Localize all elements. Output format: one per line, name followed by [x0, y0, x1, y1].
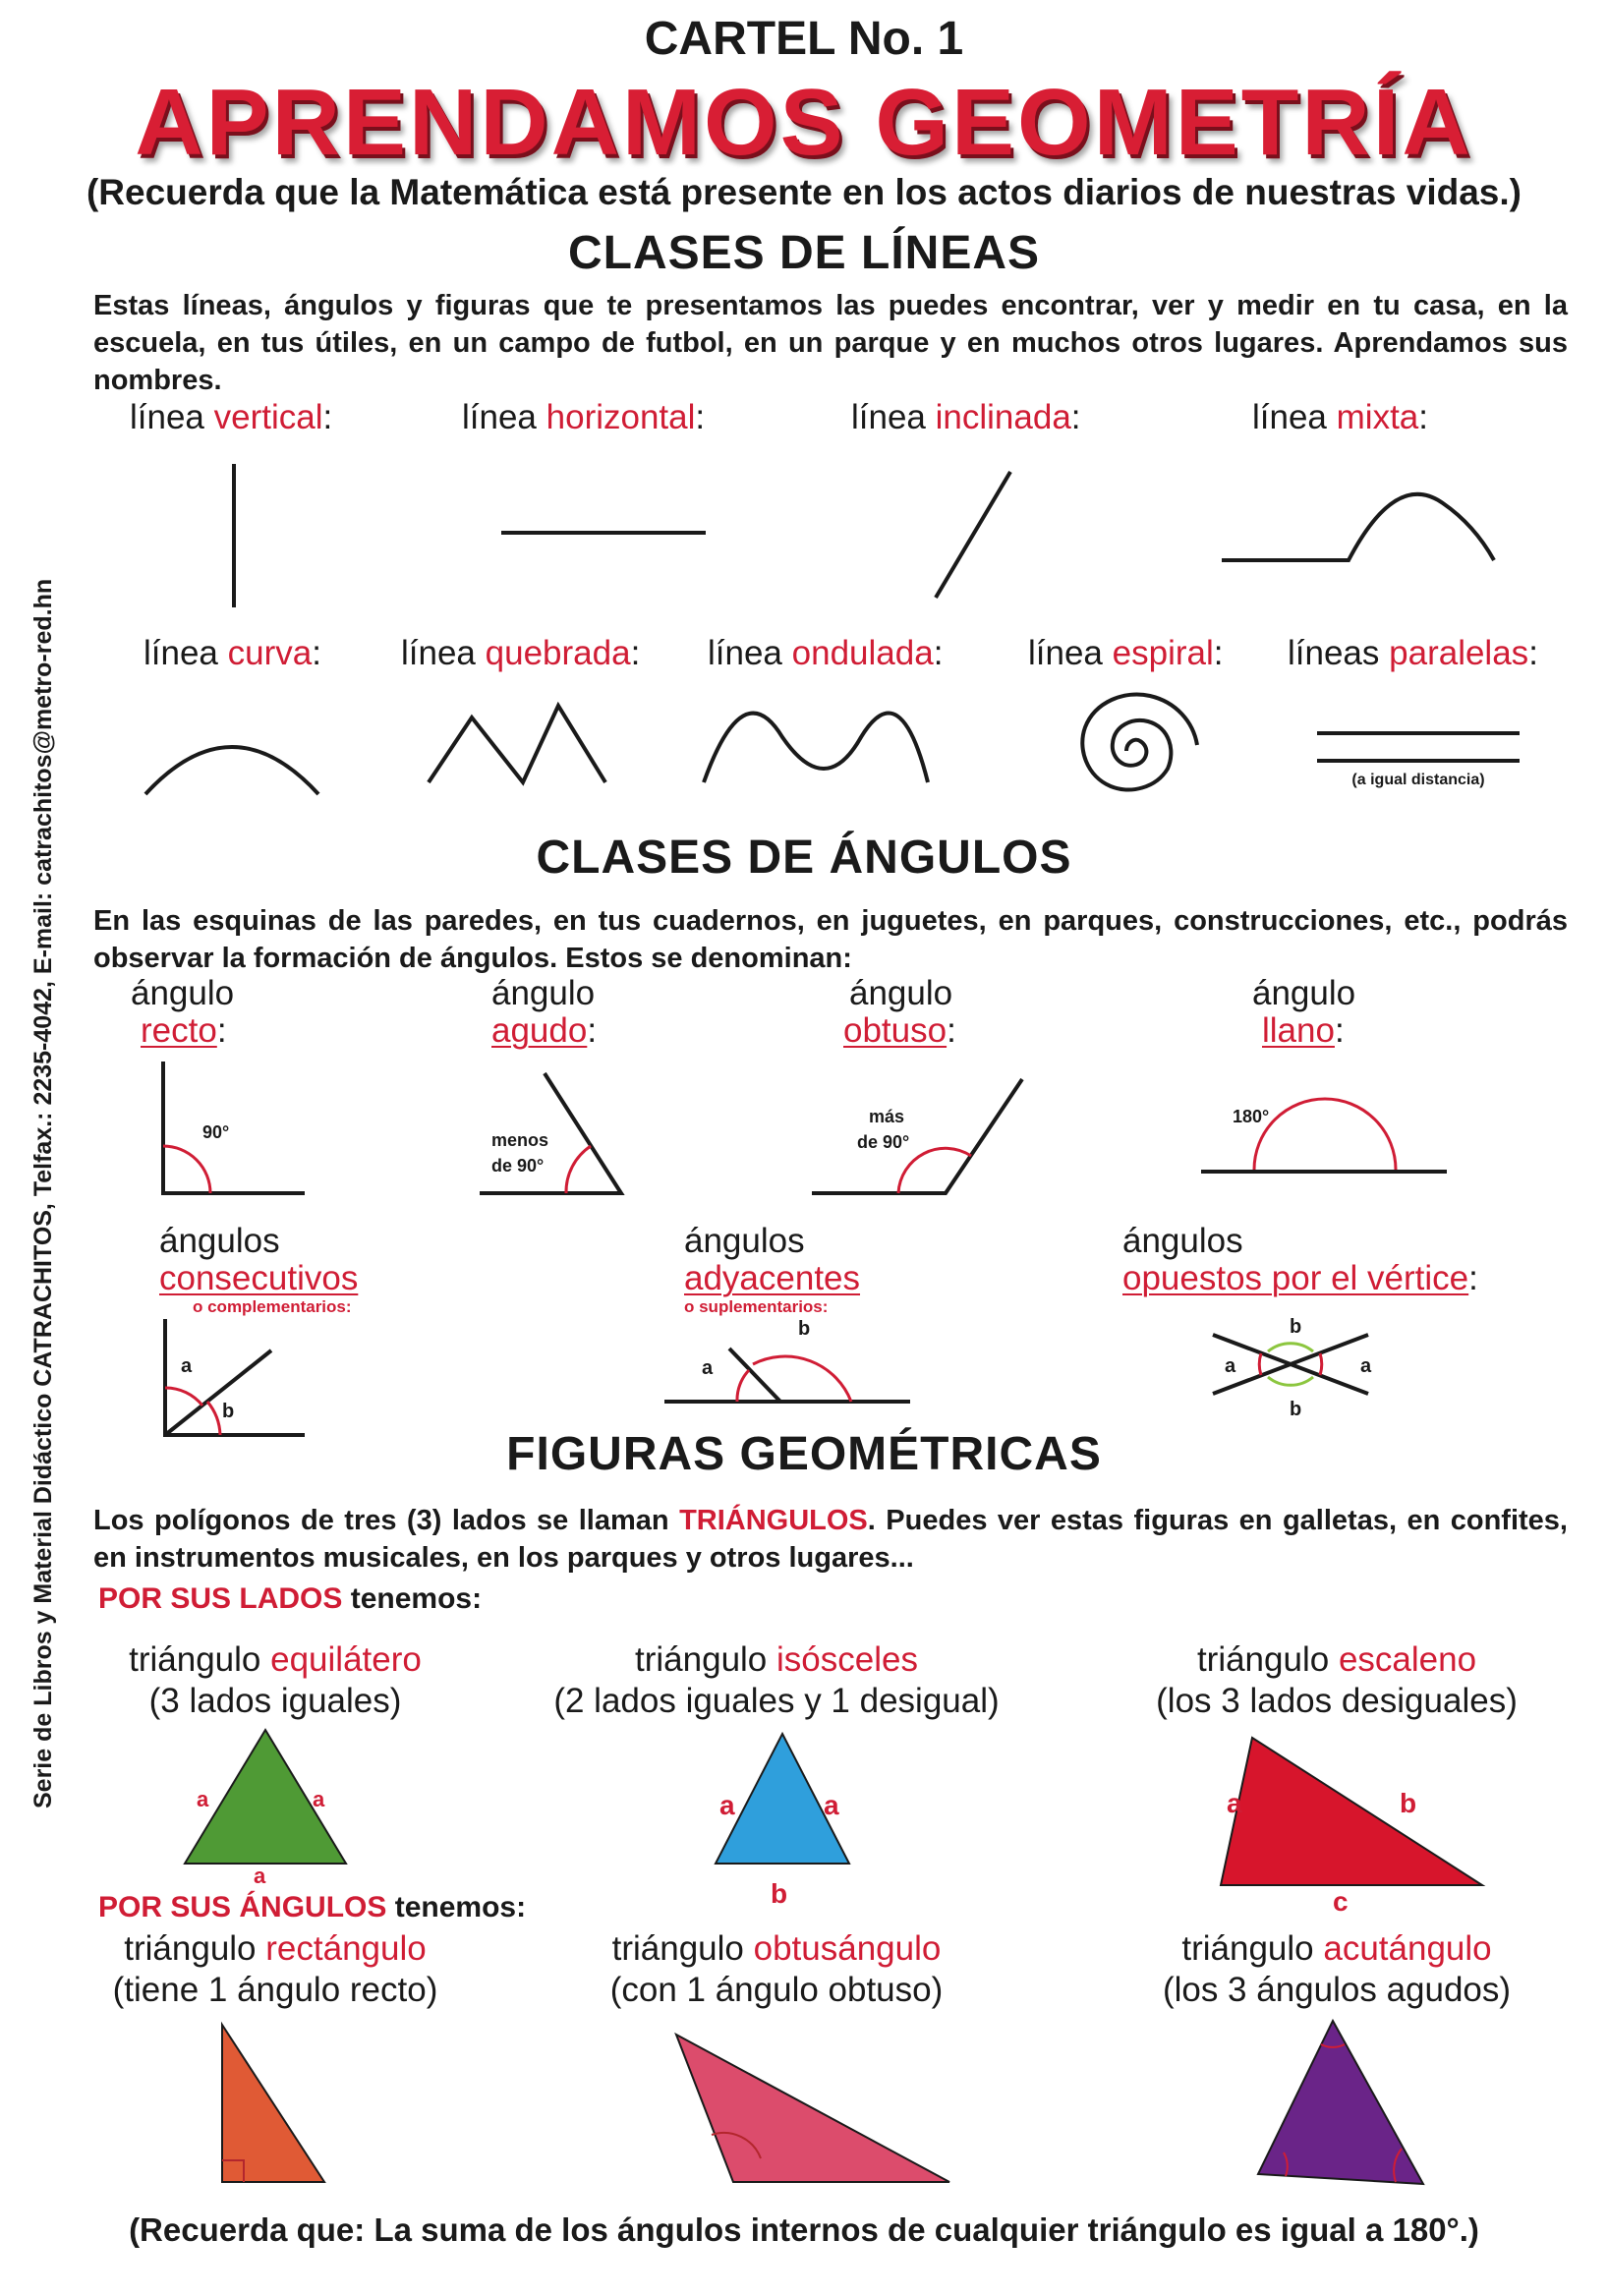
- right-angle-note: 90°: [202, 1122, 230, 1142]
- spiral-line-drawing: [1082, 694, 1197, 789]
- tri-label-equilatero: triángulo equilátero (3 lados iguales): [129, 1640, 422, 1720]
- lines-section-title: CLASES DE LÍNEAS: [567, 227, 1041, 279]
- straight-angle-note: 180°: [1233, 1107, 1270, 1126]
- pair-sub-consecutivos: o complementarios:: [193, 1297, 352, 1316]
- pair-label-consecutivos: ángulos consecutivos: [159, 1222, 359, 1297]
- footer-reminder: (Recuerda que: La suma de los ángulos internos de cualquier triángulo es igual a 180°.): [129, 2211, 1479, 2248]
- line-label-curva: línea curva:: [144, 634, 321, 672]
- obtuse-angle-drawing: [812, 1079, 1022, 1193]
- tri-label-rectangulo: triángulo rectángulo (tiene 1 ángulo recto): [112, 1929, 438, 2009]
- obtuse-angle-note-1: más: [869, 1107, 905, 1126]
- subtitle: (Recuerda que la Matemática está presente en los actos diarios de nuestras vidas.): [86, 172, 1522, 212]
- poster-number: CARTEL No. 1: [644, 13, 964, 65]
- by-sides-heading: POR SUS LADOS tenemos:: [98, 1582, 483, 1615]
- opposite-arc-b-top: [1268, 1344, 1313, 1351]
- tri-label-acutangulo: triángulo acutángulo (los 3 ángulos agudos): [1162, 1929, 1512, 2009]
- adjacent-arc-a: [737, 1370, 749, 1402]
- angle-label-agudo: ángulo agudo:: [491, 974, 598, 1050]
- acute-angle-arc: [566, 1146, 591, 1193]
- angle-label-recto: ángulo recto:: [131, 974, 235, 1050]
- opposite-label-b-bottom: b: [1290, 1399, 1302, 1420]
- opposite-label-a-right: a: [1360, 1355, 1372, 1377]
- scalene-triangle: [1221, 1738, 1482, 1885]
- lines-intro: Estas líneas, ángulos y figuras que te presentamos las puedes encontrar, ver y medir en tu casa, en la escuela, en tus útiles, en un campo de futbol, en un parque y en muchos otros lugares. Aprendamos sus nombres.: [93, 290, 1568, 396]
- right-angle-arc: [163, 1146, 210, 1193]
- line-label-paralelas: líneas paralelas:: [1288, 634, 1538, 672]
- curved-line-drawing: [145, 747, 318, 794]
- straight-angle-arc: [1254, 1099, 1396, 1170]
- tri-label-isosceles: triángulo isósceles (2 lados iguales y 1 desigual): [553, 1640, 1000, 1720]
- triangles-by-angles: [0, 2015, 1608, 2202]
- publisher-side-text: Serie de Libros y Material Didáctico CATRACHITOS, Telfax.: 2235-4042, E-mail: catrachitos@metro-red.hn: [29, 578, 57, 1808]
- figures-intro: Los polígonos de tres (3) lados se llaman TRIÁNGULOS. Puedes ver estas figuras en galletas, en confites, en instrumentos musicales, en los parques y otros lugares...: [93, 1505, 1568, 1574]
- equilateral-label-right: a: [313, 1787, 325, 1811]
- obtuse-angle-note-2: de 90°: [857, 1132, 910, 1152]
- lines-row1-drawings: [0, 442, 1608, 629]
- figures-section-title: FIGURAS GEOMÉTRICAS: [506, 1428, 1102, 1480]
- scalene-label-c: c: [1333, 1886, 1349, 1917]
- isosceles-label-right: a: [824, 1790, 839, 1820]
- equilateral-label-left: a: [197, 1787, 209, 1811]
- angle-label-llano: ángulo llano:: [1252, 974, 1356, 1050]
- lines-row2-drawings: [0, 678, 1608, 826]
- scalene-label-a: a: [1227, 1788, 1242, 1818]
- parallel-note: (a igual distancia): [1351, 772, 1485, 788]
- angles-section-title: CLASES DE ÁNGULOS: [536, 832, 1072, 884]
- mixed-line-drawing: [1222, 494, 1494, 560]
- line-label-ondulada: línea ondulada:: [708, 634, 944, 672]
- obtuse-triangle: [676, 2035, 949, 2182]
- tri-label-obtusangulo: triángulo obtusángulo (con 1 ángulo obtuso): [609, 1929, 944, 2009]
- line-label-horizontal: línea horizontal:: [462, 398, 706, 436]
- line-label-espiral: línea espiral:: [1028, 634, 1224, 672]
- isosceles-label-left: a: [719, 1790, 735, 1820]
- adjacent-label-b: b: [798, 1318, 811, 1340]
- adjacent-arc-b: [753, 1356, 851, 1402]
- acute-angle-note-1: menos: [491, 1130, 549, 1150]
- by-angles-heading: POR SUS ÁNGULOS tenemos:: [98, 1891, 527, 1923]
- line-label-quebrada: línea quebrada:: [401, 634, 641, 672]
- angle-pairs-drawings: [0, 1307, 1608, 1445]
- consecutive-arc-a: [165, 1388, 202, 1406]
- opposite-label-a-left: a: [1225, 1355, 1236, 1377]
- consecutive-label-b: b: [222, 1401, 235, 1422]
- angle-label-obtuso: ángulo obtuso:: [843, 974, 956, 1050]
- line-label-vertical: línea vertical:: [130, 398, 333, 436]
- right-angle-drawing: [163, 1062, 305, 1193]
- opposite-arc-b-bottom: [1268, 1377, 1313, 1385]
- angle-types-drawings: [0, 1052, 1608, 1209]
- right-triangle: [222, 2025, 324, 2182]
- pair-label-adyacentes: ángulos adyacentes: [684, 1222, 861, 1297]
- angles-intro: En las esquinas de las paredes, en tus cuadernos, en juguetes, en parques, construcciones, etc., podrás observar la formación de ángulos. Estos se denominan:: [93, 905, 1568, 974]
- broken-line-drawing: [429, 706, 605, 782]
- wavy-line-drawing: [704, 714, 928, 782]
- adjacent-label-a: a: [702, 1357, 714, 1379]
- acute-angle-note-2: de 90°: [491, 1156, 545, 1176]
- equilateral-label-bottom: a: [254, 1864, 266, 1888]
- line-label-inclinada: línea inclinada:: [851, 398, 1081, 436]
- inclined-line-drawing: [936, 472, 1010, 598]
- consecutive-label-a: a: [181, 1355, 193, 1377]
- scalene-label-b: b: [1400, 1788, 1417, 1818]
- isosceles-label-bottom: b: [771, 1878, 788, 1909]
- pair-label-opuestos: ángulos opuestos por el vértice:: [1122, 1222, 1478, 1297]
- line-label-mixta: línea mixta:: [1252, 398, 1428, 436]
- opposite-arc-a-right: [1320, 1353, 1322, 1375]
- triangles-by-sides: [0, 1720, 1608, 1917]
- opposite-arc-a-left: [1259, 1353, 1261, 1375]
- main-title: APRENDAMOS GEOMETRÍA: [135, 70, 1473, 175]
- pair-sub-adyacentes: o suplementarios:: [684, 1297, 829, 1316]
- opposite-label-b-top: b: [1290, 1316, 1302, 1338]
- tri-label-escaleno: triángulo escaleno (los 3 lados desiguales): [1156, 1640, 1518, 1720]
